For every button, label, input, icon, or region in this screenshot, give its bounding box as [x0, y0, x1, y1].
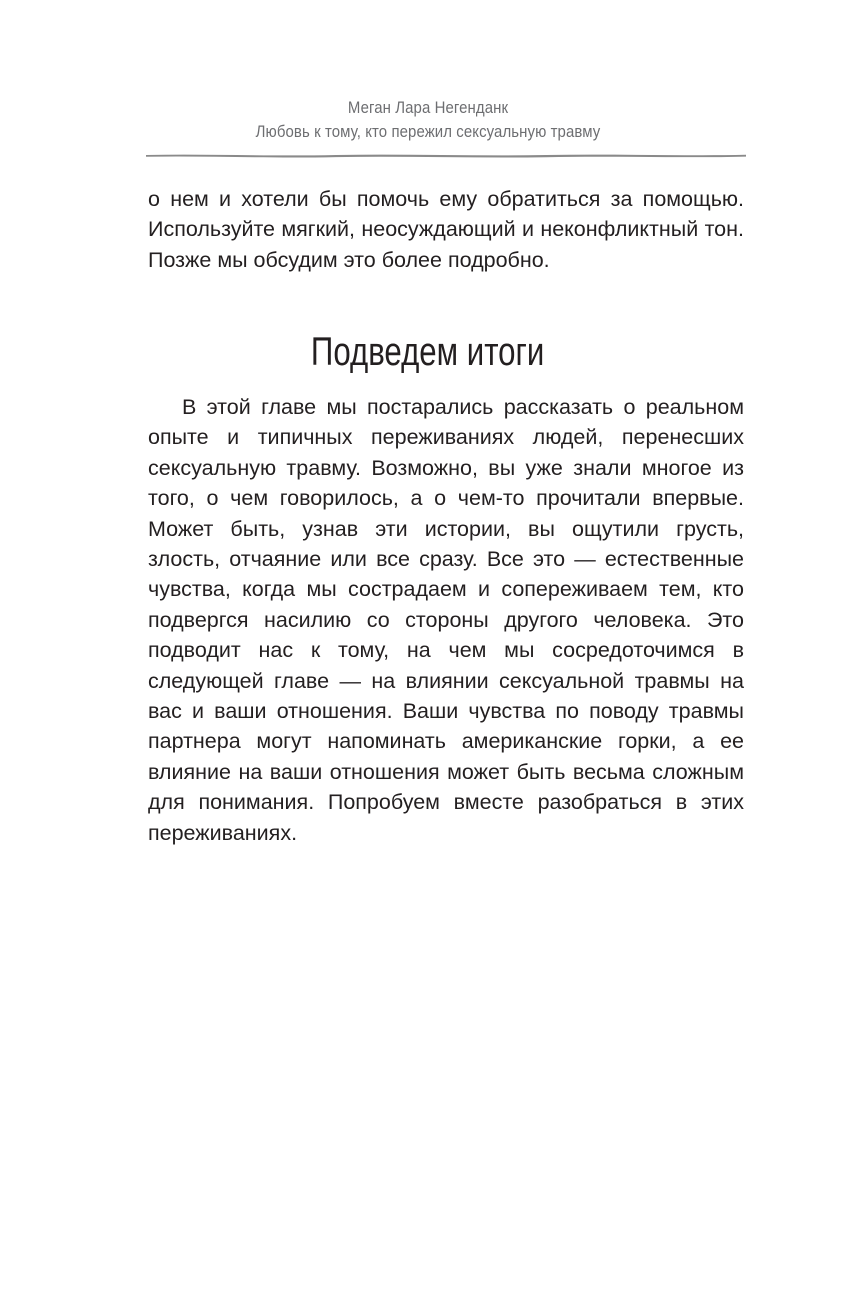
- header-rule-line: [146, 155, 746, 158]
- continued-text-block: [148, 184, 744, 275]
- header-rule: [146, 150, 746, 162]
- summary-text-block: [148, 392, 744, 848]
- section-heading-text: Подведем итоги: [311, 330, 545, 374]
- section-heading: [0, 324, 856, 380]
- continued-paragraph: о нем и хотели бы помочь ему обратиться за помощью. Используйте мягкий, неосуждающий и неконфликтный тон. Позже мы обсудим это более подробно.: [148, 187, 744, 272]
- header-author: Меган Лара Негенданк: [347, 98, 509, 117]
- summary-paragraph: В этой главе мы постарались рассказать о реальном опыте и типичных переживаниях людей, перенесших сексуальную травму. Возможно, вы уже знали многое из того, о чем говорилось, а о чем-то прочитали впервые. Может быть, узнав эти истории, вы ощутили грусть, злость, отчаяние или все сразу. Все это — естественные чувства, когда мы сострадаем и сопереживаем тем, кто подвергся насилию со стороны другого человека. Это подводит нас к тому, на чем мы сосредоточимся в следующей главе — на влиянии сексуальной травмы на вас и ваши отношения. Ваши чувства по поводу травмы партнера могут напоминать американские горки, а ее влияние на ваши отношения может быть весьма сложным для понимания. Попробуем вместе разобраться в этих переживаниях.: [148, 395, 744, 845]
- header-book-title: Любовь к тому, кто пережил сексуальную травму: [255, 122, 601, 141]
- running-header: [0, 96, 856, 144]
